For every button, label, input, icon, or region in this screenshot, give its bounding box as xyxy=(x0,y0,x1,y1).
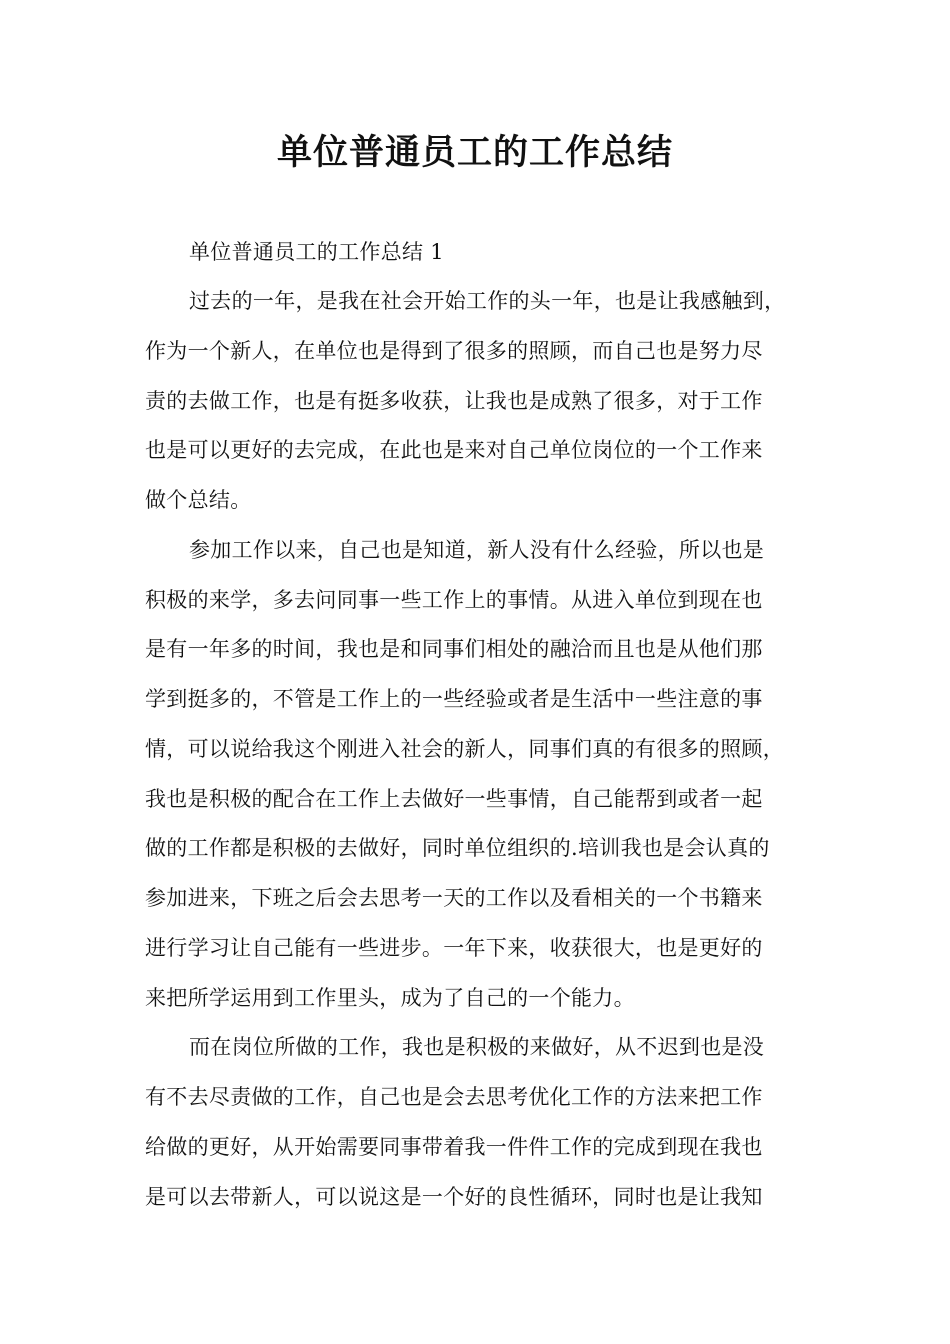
paragraph-line: 参加工作以来，自己也是知道，新人没有什么经验，所以也是 xyxy=(189,538,765,562)
paragraph-line: 积极的来学，多去问同事一些工作上的事情。从进入单位到现在也 xyxy=(145,588,763,612)
paragraph-line: 情，可以说给我这个刚进入社会的新人，同事们真的有很多的照顾， xyxy=(145,737,784,761)
paragraph-line: 有不去尽责做的工作，自己也是会去思考优化工作的方法来把工作 xyxy=(145,1085,763,1109)
paragraph-line: 而在岗位所做的工作，我也是积极的来做好，从不迟到也是没 xyxy=(189,1035,765,1059)
paragraph-line: 作为一个新人，在单位也是得到了很多的照顾，而自己也是努力尽 xyxy=(145,339,763,363)
section-heading: 单位普通员工的工作总结 1 xyxy=(189,240,444,264)
paragraph-line: 进行学习让自己能有一些进步。一年下来，收获很大，也是更好的 xyxy=(145,936,763,960)
paragraph-line: 来把所学运用到工作里头，成为了自己的一个能力。 xyxy=(145,986,635,1010)
paragraph-line: 参加进来，下班之后会去思考一天的工作以及看相关的一个书籍来 xyxy=(145,886,763,910)
paragraph-line: 是有一年多的时间，我也是和同事们相处的融洽而且也是从他们那 xyxy=(145,637,763,661)
paragraph-line: 是可以去带新人，可以说这是一个好的良性循环，同时也是让我知 xyxy=(145,1185,763,1209)
paragraph-line: 也是可以更好的去完成，在此也是来对自己单位岗位的一个工作来 xyxy=(145,438,763,462)
paragraph-line: 我也是积极的配合在工作上去做好一些事情，自己能帮到或者一起 xyxy=(145,787,763,811)
paragraph-line: 过去的一年，是我在社会开始工作的头一年，也是让我感触到， xyxy=(189,289,786,313)
paragraph-line: 给做的更好，从开始需要同事带着我一件件工作的完成到现在我也 xyxy=(145,1135,763,1159)
paragraph-line: 责的去做工作，也是有挺多收获，让我也是成熟了很多，对于工作 xyxy=(145,389,763,413)
paragraph-line: 学到挺多的，不管是工作上的一些经验或者是生活中一些注意的事 xyxy=(145,687,763,711)
paragraph-line: 做个总结。 xyxy=(145,488,252,512)
paragraph-line: 做的工作都是积极的去做好，同时单位组织的.培训我也是会认真的 xyxy=(145,836,770,860)
document-title: 单位普通员工的工作总结 xyxy=(276,133,673,173)
